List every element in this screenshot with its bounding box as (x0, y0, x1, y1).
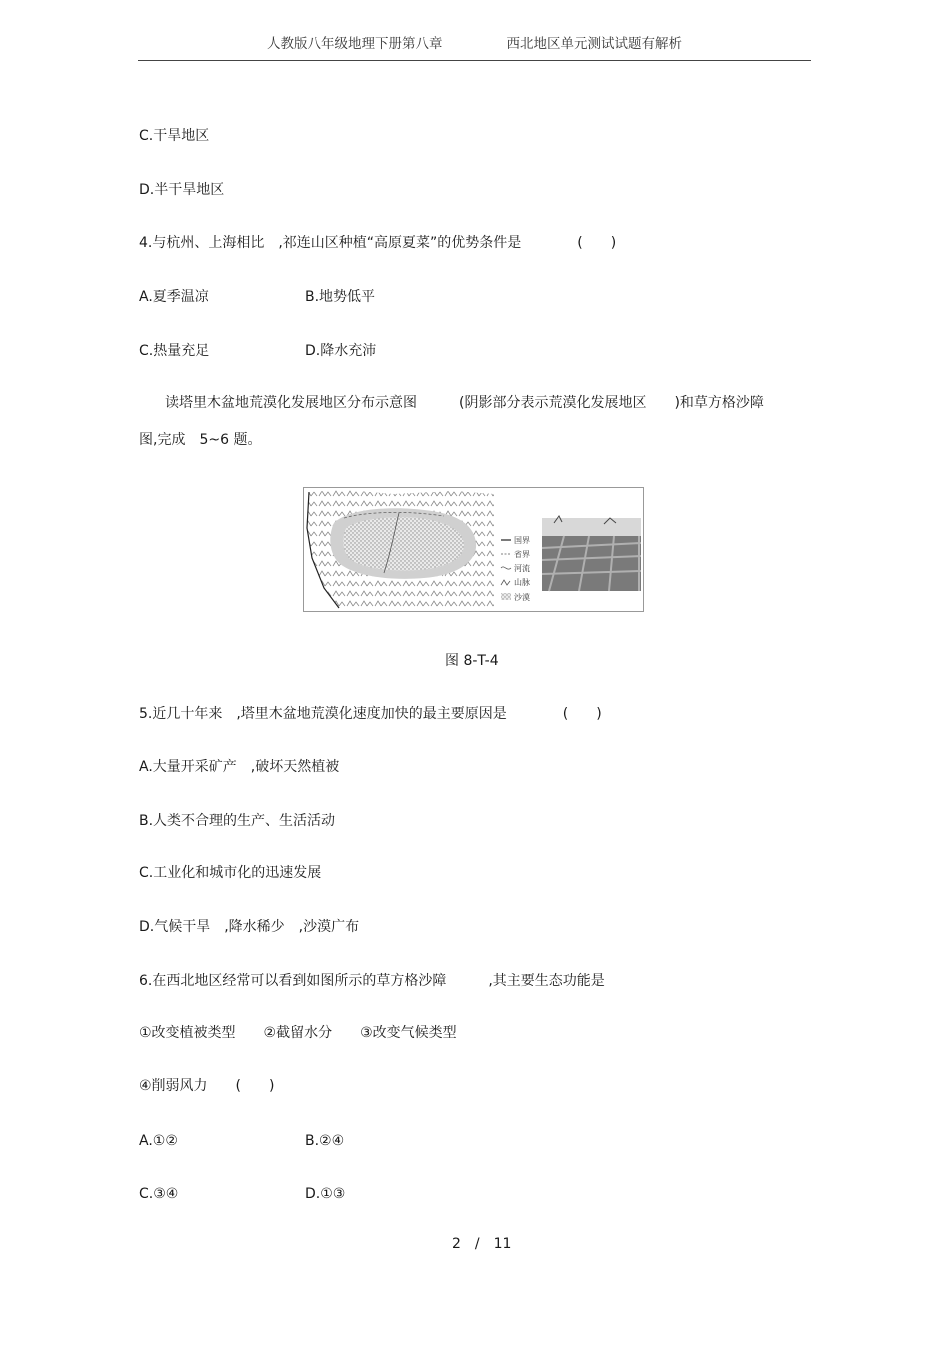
legend-label-4: 山脉 (514, 578, 530, 587)
map-legend (501, 536, 530, 602)
q5-option-d: D.气候干旱 ,降水稀少 ,沙漠广布 (139, 919, 360, 935)
tarim-basin-map (304, 488, 643, 611)
q3-option-c: C.干旱地区 (139, 128, 210, 144)
header-title-left: 人教版八年级地理下册第八章 (267, 36, 443, 52)
q5-option-a: A.大量开采矿产 ,破坏天然植被 (139, 759, 340, 775)
q5-option-c: C.工业化和城市化的迅速发展 (139, 865, 322, 881)
q4-option-d: D.降水充沛 (305, 343, 377, 359)
q6-option-a: A.①② (139, 1133, 178, 1149)
legend-label-3: 河流 (514, 564, 530, 573)
q4-stem: 4.与杭州、上海相比 ,祁连山区种植“高原夏菜”的优势条件是 ( ) (139, 235, 617, 251)
q6-option-d: D.①③ (305, 1186, 346, 1202)
intro-line-2: 图,完成 5~6 题。 (139, 432, 262, 448)
figure-caption: 图 8-T-4 (445, 653, 499, 669)
legend-label-5: 沙漠 (514, 593, 530, 602)
q3-option-d: D.半干旱地区 (139, 182, 225, 198)
straw-checkerboard-photo (542, 516, 641, 591)
q6-stem: 6.在西北地区经常可以看到如图所示的草方格沙障 ,其主要生态功能是 (139, 973, 605, 989)
q5-stem: 5.近几十年来 ,塔里木盆地荒漠化速度加快的最主要原因是 ( ) (139, 706, 602, 722)
header-title-right: 西北地区单元测试试题有解析 (506, 36, 682, 52)
page-number: 2 / 11 (452, 1236, 512, 1252)
q4-option-a: A.夏季温凉 (139, 289, 209, 305)
q6-option-b: B.②④ (305, 1133, 345, 1149)
page-header (138, 32, 811, 61)
figure-tarim-desertification (303, 487, 644, 612)
q6-option-c: C.③④ (139, 1186, 179, 1202)
q6-statements-1: ①改变植被类型 ②截留水分 ③改变气候类型 (139, 1025, 457, 1041)
q4-option-c: C.热量充足 (139, 343, 210, 359)
q4-option-b: B.地势低平 (305, 289, 376, 305)
q6-statements-2: ④削弱风力 ( ) (139, 1078, 275, 1094)
intro-line-1: 读塔里木盆地荒漠化发展地区分布示意图 (阴影部分表示荒漠化发展地区 )和草方格沙障 (165, 395, 764, 411)
legend-label-1: 国界 (514, 536, 530, 545)
q5-option-b: B.人类不合理的生产、生活活动 (139, 813, 336, 829)
legend-label-2: 省界 (514, 550, 530, 559)
